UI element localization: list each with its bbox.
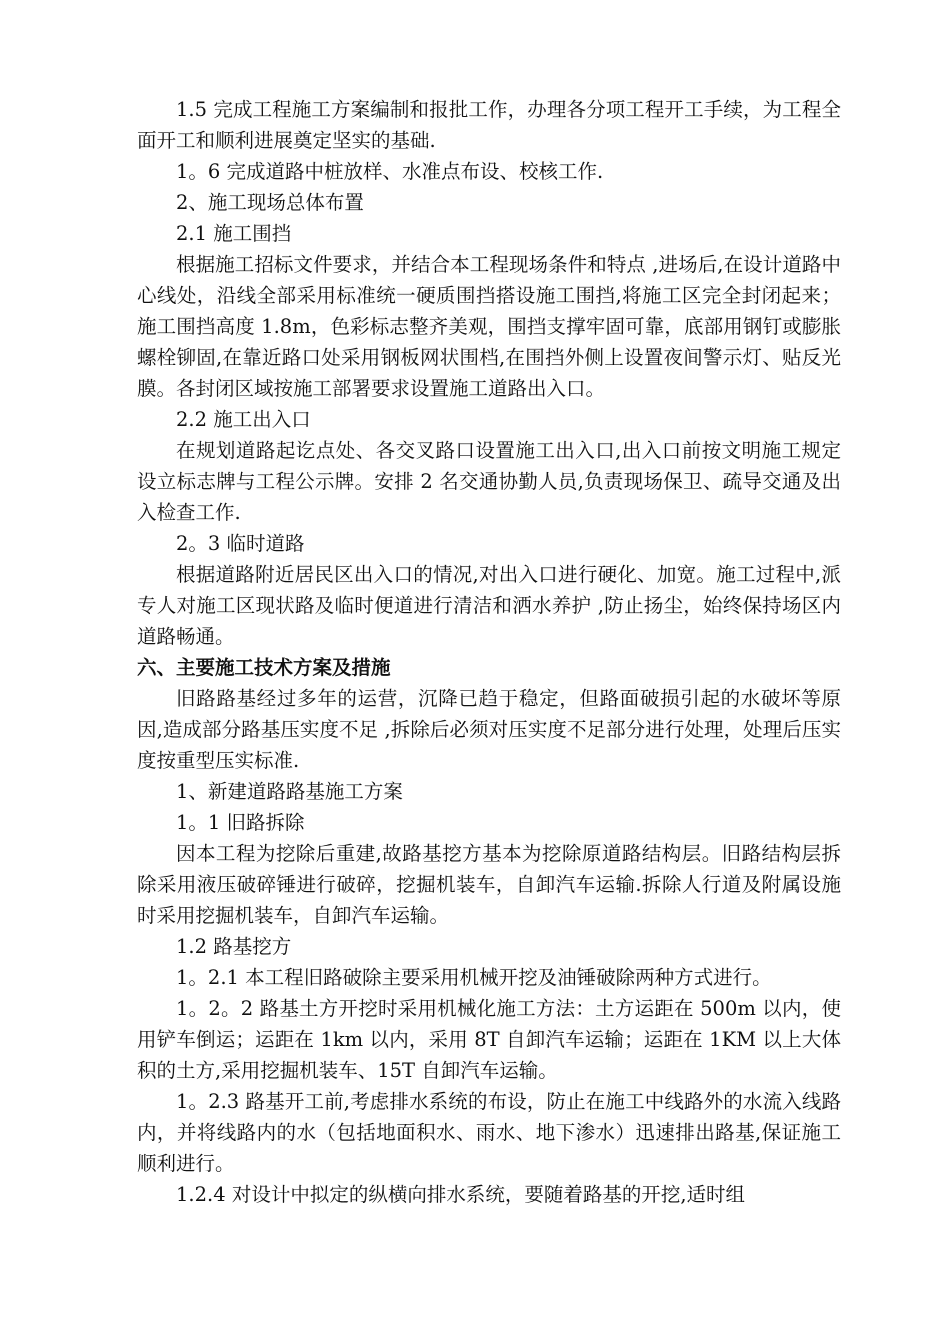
- paragraph-1-2-3: 1。2.3 路基开工前,考虑排水系统的布设，防止在施工中线路外的水流入线路内，并将线路内的水（包括地面积水、雨水、地下渗水）迅速排出路基,保证施工顺利进行。: [137, 1090, 841, 1175]
- section-2-3-temp-road: 2。3 临时道路: [176, 532, 305, 555]
- paragraph-1-5-approval: 1.5 完成工程施工方案编制和报批工作，办理各分项工程开工手续，为工程全面开工和顺利进展奠定坚实的基础.: [137, 98, 841, 152]
- paragraph-old-subgrade: 旧路路基经过多年的运营，沉降已趋于稳定，但路面破损引起的水破坏等原因,造成部分路基压实度不足 ,拆除后必须对压实度不足部分进行处理，处理后压实度按重型压实标准.: [137, 687, 841, 772]
- section-2-2-entrance: 2.2 施工出入口: [176, 408, 311, 431]
- paragraph-1-6-staking: 1。6 完成道路中桩放样、水准点布设、校核工作.: [176, 160, 604, 183]
- paragraph-temp-road-body: 根据道路附近居民区出入口的情况,对出入口进行硬化、加宽。施工过程中,派专人对施工区现状路及临时便道进行清洁和洒水养护 ,防止扬尘，始终保持场区内道路畅通。: [137, 563, 841, 648]
- paragraph-1-2-2: 1。2。2 路基土方开挖时采用机械化施工方法：土方运距在 500m 以内，使用铲车倒运；运距在 1km 以内，采用 8T 自卸汽车运输；运距在 1KM 以上大体积的土方,采用挖掘机装车、15T 自卸汽车运输。: [137, 997, 841, 1082]
- paragraph-demolition-body: 因本工程为挖除后重建,故路基挖方基本为挖除原道路结构层。旧路结构层拆除采用液压破碎锤进行破碎，挖掘机装车，自卸汽车运输.拆除人行道及附属设施时采用挖掘机装车，自卸汽车运输。: [137, 842, 841, 927]
- section-1-1-demolition: 1。1 旧路拆除: [176, 811, 305, 834]
- section-2-site-layout: 2、施工现场总体布置: [176, 191, 364, 214]
- paragraph-1-2-1: 1。2.1 本工程旧路破除主要采用机械开挖及油锤破除两种方式进行。: [176, 966, 772, 989]
- section-1-2-excavation: 1.2 路基挖方: [176, 935, 292, 958]
- paragraph-1-2-4: 1.2.4 对设计中拟定的纵横向排水系统，要随着路基的开挖,适时组: [176, 1183, 746, 1206]
- paragraph-entrance-body: 在规划道路起讫点处、各交叉路口设置施工出入口,出入口前按文明施工规定设立标志牌与工程公示牌。安排 2 名交通协勤人员,负责现场保卫、疏导交通及出入检查工作.: [137, 439, 841, 524]
- chapter-heading-6: 六、主要施工技术方案及措施: [137, 656, 391, 679]
- paragraph-hoarding-body: 根据施工招标文件要求，并结合本工程现场条件和特点 ,进场后,在设计道路中心线处，沿线全部采用标准统一硬质围挡搭设施工围挡,将施工区完全封闭起来；施工围挡高度 1.8m，色彩标志整齐美观，围挡支撑牢固可靠，底部用钢钉或膨胀螺栓铆固,在靠近路口处采用钢板网状围档,在围挡外侧上设置夜间警示灯、贴反光膜。各封闭区域按施工部署要求设置施工道路出入口。: [137, 253, 841, 400]
- section-2-1-hoarding: 2.1 施工围挡: [176, 222, 292, 245]
- document-page: [137, 94, 841, 1210]
- section-1-new-road: 1、新建道路路基施工方案: [176, 780, 403, 803]
